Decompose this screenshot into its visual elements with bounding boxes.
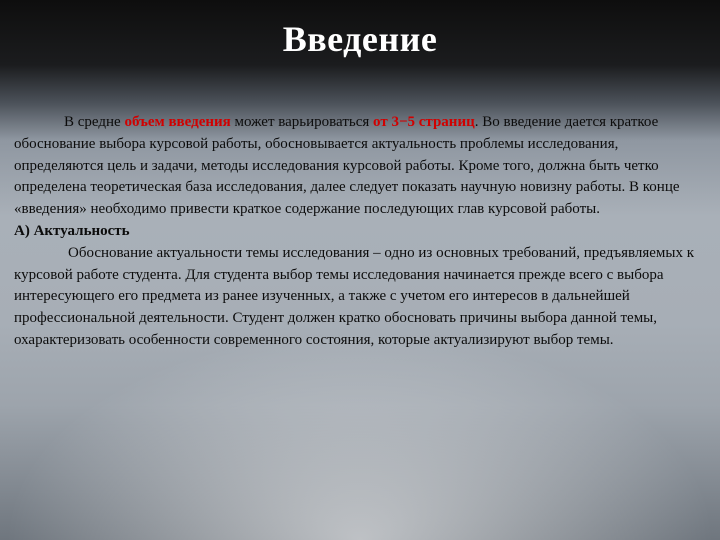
- intro-highlight-volume: объем введения: [124, 114, 231, 130]
- intro-text-part1: В средне: [64, 114, 125, 130]
- slide-body: [14, 112, 704, 352]
- slide-title: Введение: [282, 19, 438, 59]
- intro-text-part3: . Во введение дается краткое обоснование выбора курсовой работы, обосновывается актуальность проблемы исследования, определяются цель и задачи, методы исследования курсовой работы. Кроме того, должна быть четко определена теоретическая база исследования, далее следует показать научную новизну работы. В конце «введения» необходимо привести краткое содержание последующих глав курсовой работы.: [14, 114, 680, 218]
- intro-highlight-pages: от 3−5 страниц: [373, 114, 475, 130]
- relevance-paragraph: Обоснование актуальности темы исследования – одно из основных требований, предъявляемых к курсовой работе студента. Для студента выбор темы исследования начинается прежде всего с выбора интересующего его предмета из ранее изученных, а также с учетом его интересов в дальнейшей профессиональной деятельности. Студент должен кратко обосновать причины выбора данной темы, охарактеризовать особенности современного состояния, которые актуализируют выбор темы.: [14, 244, 695, 348]
- intro-paragraph: [14, 112, 704, 221]
- intro-text-part2: может варьироваться: [230, 114, 374, 130]
- section-heading-relevance: А) Актуальность: [14, 222, 130, 239]
